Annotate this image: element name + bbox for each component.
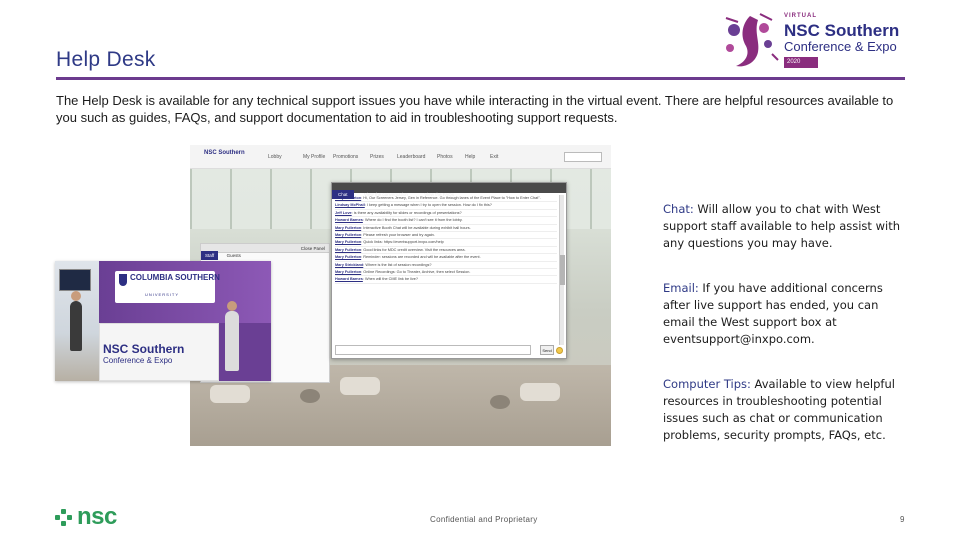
chat-message: Mary Fullerton: Reminder: sessions are recorded and will be available after the event.	[335, 254, 557, 261]
tab-chat[interactable]: Chat	[332, 190, 354, 199]
booth-monitor	[59, 269, 91, 291]
event-search-input[interactable]	[564, 152, 602, 162]
chat-message-user[interactable]: Lindsay McPhail	[335, 203, 365, 208]
chat-message-text: is there any availability for slides or recordings of presentations?	[353, 210, 462, 215]
chat-message-user[interactable]: Mary Fullerton	[335, 233, 362, 238]
counter-subtitle: Conference & Expo	[103, 356, 173, 365]
chat-message: Mary Fullerton: Good links for MDC credit overview. Visit the resources area.	[335, 247, 557, 254]
brand-subtitle: Conference & Expo	[784, 39, 897, 54]
chat-message-text: Where do I find the booth list? I can't see it from the lobby.	[364, 218, 463, 223]
chat-message: Mary Fullerton: Please refresh your browser and try again.	[335, 232, 557, 239]
help-item-label: Chat:	[663, 202, 694, 216]
chat-message-list	[335, 195, 557, 343]
help-item-computer-tips	[663, 376, 903, 444]
help-item-label: Email:	[663, 281, 699, 295]
emoji-icon[interactable]	[556, 347, 563, 354]
chat-message-user[interactable]: Mary Fullerton	[335, 255, 362, 260]
page-number: 9	[900, 515, 905, 524]
help-item-text: If you have additional concerns after live support has ended, you can email the West support box at eventsupport@inxpo.com.	[663, 281, 883, 346]
chat-message-user[interactable]: Mary Fullerton	[335, 240, 362, 245]
shield-icon	[119, 274, 127, 286]
lounge-table	[300, 389, 320, 403]
chat-message-text: Where is the list of session recordings?	[365, 262, 432, 267]
nav-help[interactable]: Help	[465, 154, 476, 160]
tab-view-conversation[interactable]: View the conversation	[363, 192, 408, 197]
chat-message-text: Please refresh your browser and try again.	[363, 233, 435, 238]
chat-message: Lindsay McPhail: I keep getting a message when I try to open the session. How do I fix this?	[335, 202, 557, 209]
nsc-dots-icon	[55, 509, 73, 527]
chat-message: Howard Barnes: Where do I find the booth list? I can't see it from the lobby.	[335, 217, 557, 224]
chat-message-user[interactable]: Mary Fullerton	[335, 196, 362, 200]
chat-scrollbar[interactable]	[559, 195, 564, 345]
help-item-text: Available to view helpful resources in troubleshooting potential issues such as chat or communication problems, security prompts, FAQs, etc.	[663, 377, 895, 442]
nav-leaderboard[interactable]: Leaderboard	[397, 154, 426, 160]
event-logo: NSC Southern	[204, 150, 245, 156]
nsc-footer-logo	[55, 505, 145, 531]
virtual-badge: VIRTUAL	[784, 13, 817, 19]
intro-paragraph: The Help Desk is available for any technical support issues you have while interacting in the virtual event. There are helpful resources available to you such as guides, FAQs, and support documentation to aid in troubleshooting support requests.	[56, 93, 894, 125]
nav-photos[interactable]: Photos	[437, 154, 453, 160]
chat-message: Mary Fullerton: Hi, Our Screeners Jersey, Gen in Reference. Go through lanes of the Event Place to "How to Enter Chat".	[335, 195, 557, 202]
tab-staff[interactable]: Staff	[201, 251, 218, 260]
confidential-notice: Confidential and Proprietary	[430, 515, 538, 524]
help-item-text: Will allow you to chat with West support staff available to help assist with any questions you may have.	[663, 202, 900, 250]
person-figure	[70, 301, 82, 351]
nav-prizes[interactable]: Prizes	[370, 154, 384, 160]
help-item-email	[663, 280, 903, 348]
chat-message-user[interactable]: Howard Barnes	[335, 277, 363, 282]
send-button[interactable]: Send	[540, 345, 554, 355]
chat-message: Mary Fullerton: Online Recordings: Go to Theater, Archive, then select Session.	[335, 269, 557, 276]
chat-message-user[interactable]: Mary Fullerton	[335, 270, 362, 275]
lounge-chair	[340, 377, 380, 395]
person-head	[227, 301, 237, 311]
chat-message-text: When will the CME link be live?	[364, 277, 418, 282]
nsc-wordmark: nsc	[77, 503, 117, 530]
nav-exit[interactable]: Exit	[490, 154, 499, 160]
university-name: COLUMBIA SOUTHERN	[130, 273, 220, 282]
tab-view-faqs[interactable]: View the FAQs	[424, 192, 455, 197]
person-figure	[225, 311, 239, 371]
chat-message: Mary Strickland: Where is the list of session recordings?	[335, 262, 557, 269]
chat-message: Howard Barnes: When will the CME link be live?	[335, 276, 557, 283]
university-sub: UNIVERSITY	[145, 292, 180, 297]
page-title: Help Desk	[56, 48, 156, 71]
chat-message-text: Good links for MDC credit overview. Visit the resources area.	[363, 247, 466, 252]
chat-message-user[interactable]: Mary Fullerton	[335, 247, 362, 252]
nav-promotions[interactable]: Promotions	[333, 154, 359, 160]
chat-message-input[interactable]	[335, 345, 531, 355]
title-divider	[56, 77, 905, 80]
chat-message-text: Hi, Our Screeners Jersey, Gen in Reference. Go through lanes of the Event Place to "How to Enter Chat".	[363, 196, 541, 200]
tab-guests[interactable]: Guests	[226, 253, 241, 258]
help-item-label: Computer Tips:	[663, 377, 751, 391]
lounge-chair	[520, 383, 560, 401]
chat-message-user[interactable]: Mary Fullerton	[335, 225, 362, 230]
close-panel-button[interactable]: Close Panel	[300, 246, 325, 251]
sponsor-booth-image	[55, 261, 271, 381]
lounge-chair	[210, 385, 250, 403]
lounge-table	[490, 395, 510, 409]
chat-message: Mary Fullerton: Quick links: https://eventsupport.inxpo.com/help	[335, 239, 557, 246]
chat-message-text: Online Recordings: Go to Theater, Archive, then select Session.	[363, 270, 471, 275]
nav-lobby[interactable]: Lobby	[268, 154, 282, 160]
chat-message: Jeff Love: is there any availability for slides or recordings of presentations?	[335, 210, 557, 217]
chat-message-user[interactable]: Mary Strickland	[335, 262, 364, 267]
event-brand-logo	[720, 10, 920, 72]
chat-message-text: Quick links: https://eventsupport.inxpo.com/help	[363, 240, 444, 245]
chat-message: Mary Fullerton: Interactive Booth Chat will be available during exhibit hall hours.	[335, 225, 557, 232]
event-top-bar	[190, 145, 611, 169]
help-item-chat	[663, 201, 903, 252]
saxophone-emblem-icon	[720, 10, 780, 72]
counter-title: NSC Southern	[103, 342, 185, 356]
chat-scroll-thumb[interactable]	[560, 255, 565, 285]
chat-message-text: Reminder: sessions are recorded and will be available after the event.	[363, 255, 481, 260]
chat-message-user[interactable]: Jeff Love	[335, 210, 352, 215]
chat-message-user[interactable]: Howard Barnes	[335, 218, 363, 223]
brand-year: 2020	[784, 57, 818, 68]
chat-window	[331, 182, 567, 359]
person-head	[71, 291, 81, 301]
nav-my-profile[interactable]: My Profile	[303, 154, 326, 160]
chat-message-text: I keep getting a message when I try to open the session. How do I fix this?	[366, 203, 492, 208]
chat-message-text: Interactive Booth Chat will be available during exhibit hall hours.	[363, 225, 471, 230]
brand-name: NSC Southern	[784, 21, 900, 40]
